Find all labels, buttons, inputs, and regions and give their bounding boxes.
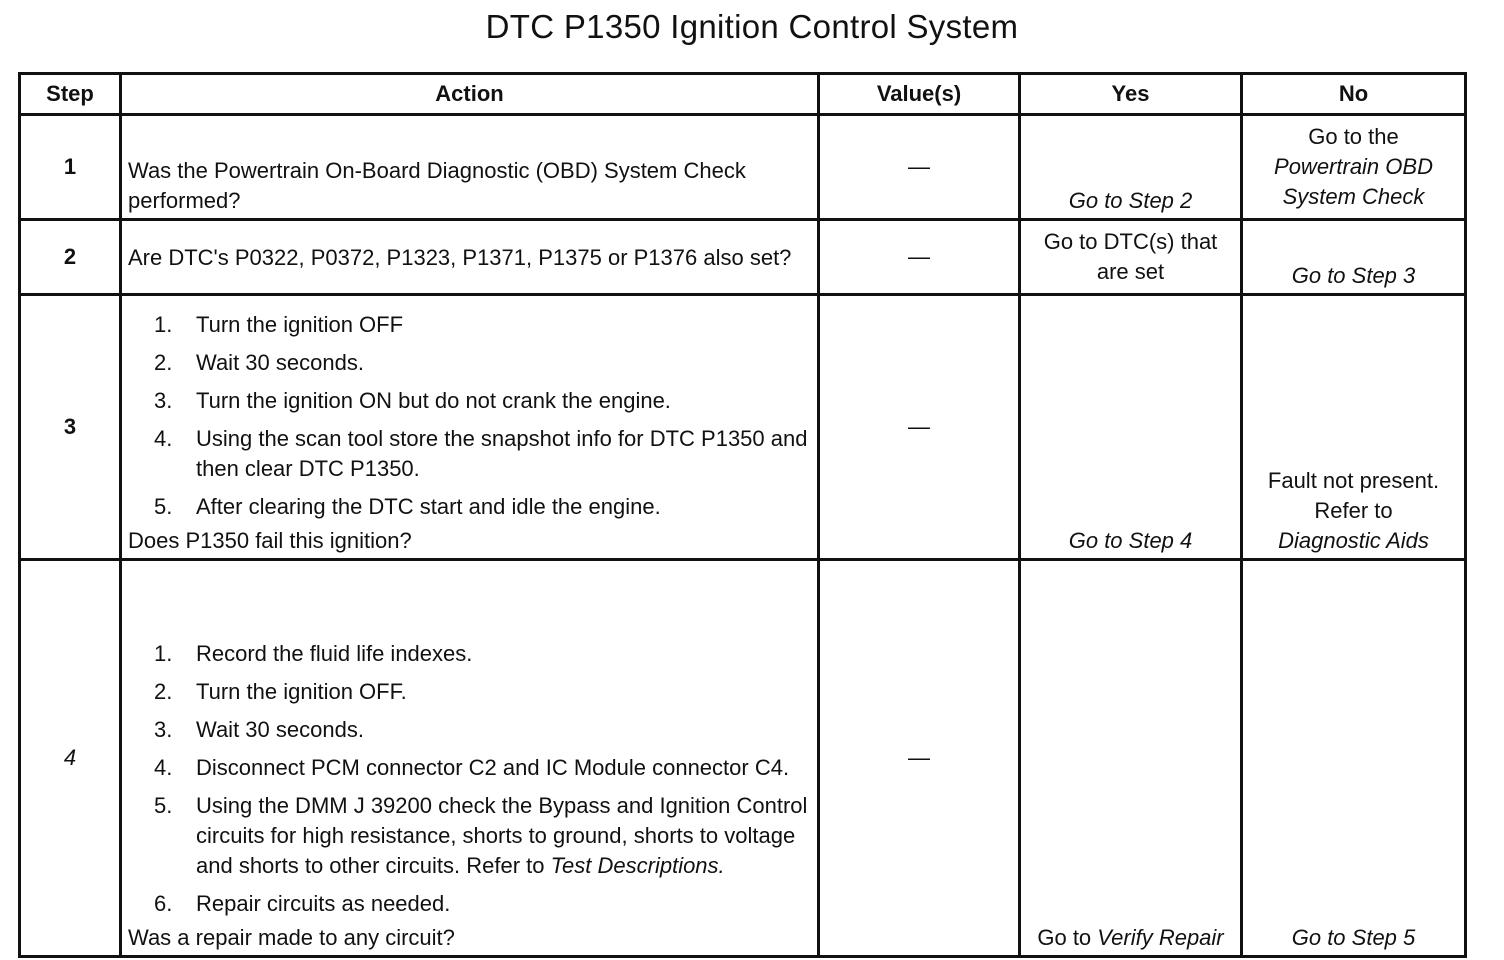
table-header-row (20, 74, 1466, 115)
table-row (20, 560, 1466, 957)
value-cell: — (819, 560, 1020, 957)
table-row (20, 295, 1466, 560)
value-cell: — (819, 115, 1020, 220)
list-item: 1. Turn the ignition OFF (154, 312, 404, 337)
test-descriptions-link[interactable]: Test Descriptions. (550, 853, 725, 878)
list-item: 3. Wait 30 seconds. (154, 717, 364, 742)
action-steps-list (128, 639, 809, 919)
step-number: 3 (20, 295, 121, 560)
dtc-table (18, 72, 1467, 958)
action-question: Does P1350 fail this ignition? (128, 528, 412, 553)
no-cell (1242, 220, 1466, 295)
value-cell: — (819, 295, 1020, 560)
no-link[interactable]: Go to Step 3 (1291, 263, 1416, 288)
list-item: 6. Repair circuits as needed. (154, 891, 451, 916)
header-action: Action (121, 74, 819, 115)
no-text: Fault not present. Refer to (1267, 468, 1440, 523)
header-yes: Yes (1020, 74, 1242, 115)
yes-link[interactable]: Go to Step 4 (1068, 528, 1193, 553)
list-item: 2. Turn the ignition OFF. (154, 679, 407, 704)
list-item: 3. Turn the ignition ON but do not crank the engine. (154, 388, 671, 413)
yes-link[interactable]: Go to Step 2 (1068, 188, 1193, 213)
no-link[interactable]: Powertrain OBD System Check (1274, 154, 1433, 209)
yes-cell (1020, 295, 1242, 560)
step-number: 1 (20, 115, 121, 220)
no-link[interactable]: Diagnostic Aids (1278, 528, 1429, 553)
action-steps-list (128, 310, 809, 522)
no-text: Go to the (1308, 124, 1399, 149)
no-link[interactable]: Go to Step 5 (1291, 925, 1416, 950)
no-cell (1242, 295, 1466, 560)
header-step: Step (20, 74, 121, 115)
list-item: 1. Record the fluid life indexes. (154, 641, 473, 666)
value-cell: — (819, 220, 1020, 295)
header-values: Value(s) (819, 74, 1020, 115)
yes-text[interactable]: Go to DTC(s) that are set (1043, 229, 1218, 284)
action-question: Was the Powertrain On-Board Diagnostic (OBD) System Check performed? (128, 158, 746, 213)
action-cell (121, 560, 819, 957)
verify-repair-link[interactable]: Verify Repair (1097, 925, 1224, 950)
list-item: 4. Disconnect PCM connector C2 and IC Module connector C4. (154, 755, 790, 780)
yes-cell (1020, 560, 1242, 957)
table-row (20, 115, 1466, 220)
action-cell (121, 115, 819, 220)
list-item: 2. Wait 30 seconds. (154, 350, 364, 375)
yes-cell (1020, 220, 1242, 295)
list-item: 5. Using the DMM J 39200 check the Bypass and Ignition Control circuits for high resistance, shorts to ground, shorts to voltage and shorts to other circuits. Refer to Test Descriptions. (154, 793, 808, 878)
action-question: Was a repair made to any circuit? (128, 925, 455, 950)
table-row (20, 220, 1466, 295)
list-item: 4. Using the scan tool store the snapshot info for DTC P1350 and then clear DTC P1350. (154, 426, 808, 481)
action-cell (121, 295, 819, 560)
list-item: 5. After clearing the DTC start and idle the engine. (154, 494, 661, 519)
step-number: 2 (20, 220, 121, 295)
no-cell (1242, 115, 1466, 220)
yes-cell (1020, 115, 1242, 220)
header-no: No (1242, 74, 1466, 115)
page-title: DTC P1350 Ignition Control System (485, 8, 1019, 45)
no-cell (1242, 560, 1466, 957)
action-question: Are DTC's P0322, P0372, P1323, P1371, P1375 or P1376 also set? (128, 245, 792, 270)
step-number: 4 (20, 560, 121, 957)
action-cell (121, 220, 819, 295)
yes-text: Go to Verify Repair (1037, 925, 1224, 950)
